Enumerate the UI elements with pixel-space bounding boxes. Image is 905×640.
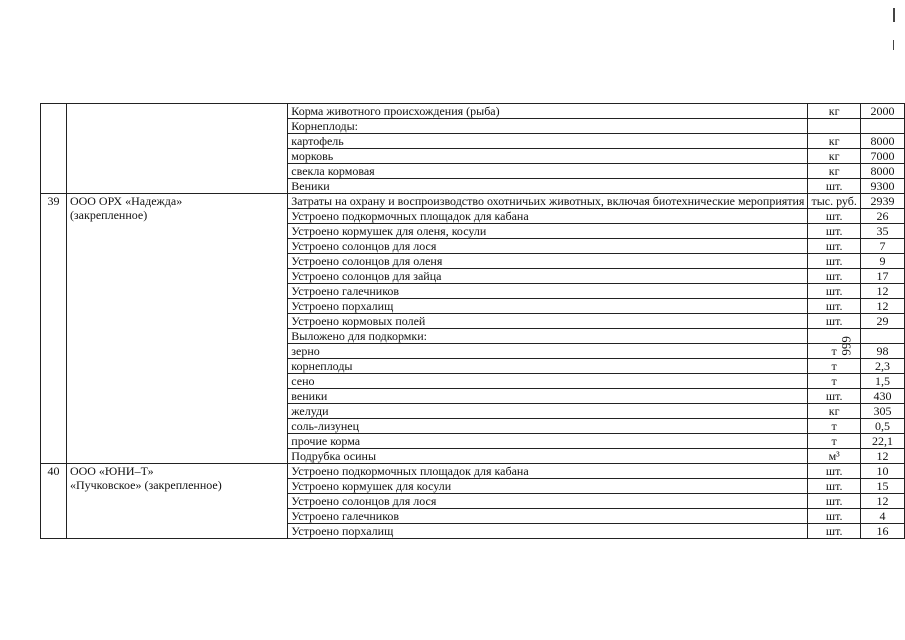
organization-status: (закрепленное): [69, 208, 148, 222]
measure-item: соль-лизунец: [288, 419, 808, 434]
value-cell: 22,1: [860, 434, 904, 449]
value-cell: 2,3: [860, 359, 904, 374]
value-cell: 7: [860, 239, 904, 254]
value-cell: 12: [860, 299, 904, 314]
value-cell: 9300: [860, 179, 904, 194]
unit-cell: т: [808, 419, 860, 434]
value-cell: 35: [860, 224, 904, 239]
value-cell: 2939: [860, 194, 904, 209]
measure-item: Корнеплоды:: [288, 119, 808, 134]
value-cell: 7000: [860, 149, 904, 164]
value-cell: 15: [860, 479, 904, 494]
value-cell: 0,5: [860, 419, 904, 434]
measure-item: желуди: [288, 404, 808, 419]
measure-item: Устроено солонцов для лося: [288, 239, 808, 254]
measure-item: морковь: [288, 149, 808, 164]
measure-item: прочие корма: [288, 434, 808, 449]
measure-item: Устроено подкормочных площадок для кабана: [288, 464, 808, 479]
unit-cell: шт.: [808, 299, 860, 314]
value-cell: 9: [860, 254, 904, 269]
document-table: [40, 103, 905, 539]
measure-item: веники: [288, 389, 808, 404]
value-cell: 8000: [860, 134, 904, 149]
table-row: [41, 104, 905, 119]
unit-cell: т: [808, 434, 860, 449]
value-cell: 8000: [860, 164, 904, 179]
measure-item: Выложено для подкормки:: [288, 329, 808, 344]
unit-cell: шт.: [808, 389, 860, 404]
page-number: 666: [839, 336, 854, 356]
organization-name: ООО «ЮНИ–Т»: [69, 464, 154, 478]
measure-item: Корма животного происхождения (рыба): [288, 104, 808, 119]
organization-cell: [66, 194, 287, 464]
unit-cell: [808, 119, 860, 134]
unit-cell: кг: [808, 404, 860, 419]
unit-cell: шт.: [808, 314, 860, 329]
unit-cell: кг: [808, 104, 860, 119]
unit-cell: т: [808, 359, 860, 374]
value-cell: 17: [860, 269, 904, 284]
measure-item: Устроено порхалищ: [288, 299, 808, 314]
value-cell: 98: [860, 344, 904, 359]
unit-cell: шт.: [808, 464, 860, 479]
measure-item: Устроено галечников: [288, 509, 808, 524]
unit-cell: шт.: [808, 479, 860, 494]
measure-item: Устроено кормовых полей: [288, 314, 808, 329]
measure-item: Устроено кормушек для косули: [288, 479, 808, 494]
measure-item: свекла кормовая: [288, 164, 808, 179]
measure-item: Устроено подкормочных площадок для кабана: [288, 209, 808, 224]
unit-cell: шт.: [808, 254, 860, 269]
value-cell: 12: [860, 449, 904, 464]
measure-item: корнеплоды: [288, 359, 808, 374]
table-row: [41, 464, 905, 479]
measure-item: Затраты на охрану и воспроизводство охотничьих животных, включая биотехнические мероприятия: [288, 194, 808, 209]
scan-edge-mark: [893, 8, 895, 22]
measure-item: Устроено солонцов для зайца: [288, 269, 808, 284]
value-cell: 12: [860, 494, 904, 509]
unit-cell: т: [808, 374, 860, 389]
unit-cell: кг: [808, 134, 860, 149]
measure-item: картофель: [288, 134, 808, 149]
value-cell: [860, 329, 904, 344]
measure-item: Устроено солонцов для лося: [288, 494, 808, 509]
value-cell: 430: [860, 389, 904, 404]
unit-cell: шт.: [808, 209, 860, 224]
table-body: [41, 104, 905, 539]
unit-cell: шт.: [808, 284, 860, 299]
value-cell: 29: [860, 314, 904, 329]
row-number: 40: [41, 464, 67, 539]
measure-item: зерно: [288, 344, 808, 359]
measure-item: сено: [288, 374, 808, 389]
measure-item: Устроено порхалищ: [288, 524, 808, 539]
unit-cell: шт.: [808, 179, 860, 194]
unit-cell: шт.: [808, 524, 860, 539]
unit-cell: м³: [808, 449, 860, 464]
scan-edge-mark: [893, 40, 894, 50]
measure-item: Подрубка осины: [288, 449, 808, 464]
row-number: [41, 104, 67, 194]
unit-cell: кг: [808, 164, 860, 179]
value-cell: 2000: [860, 104, 904, 119]
organization-cell: [66, 104, 287, 194]
unit-cell: шт.: [808, 269, 860, 284]
measure-item: Устроено галечников: [288, 284, 808, 299]
unit-cell: шт.: [808, 239, 860, 254]
measure-item: Веники: [288, 179, 808, 194]
unit-cell: шт.: [808, 224, 860, 239]
row-number: 39: [41, 194, 67, 464]
unit-cell: кг: [808, 149, 860, 164]
value-cell: 4: [860, 509, 904, 524]
value-cell: [860, 119, 904, 134]
value-cell: 10: [860, 464, 904, 479]
value-cell: 26: [860, 209, 904, 224]
measure-item: Устроено солонцов для оленя: [288, 254, 808, 269]
organization-status: «Пучковское» (закрепленное): [69, 478, 222, 492]
value-cell: 16: [860, 524, 904, 539]
measure-item: Устроено кормушек для оленя, косули: [288, 224, 808, 239]
unit-cell: т: [808, 344, 860, 359]
value-cell: 305: [860, 404, 904, 419]
organization-name: ООО ОРХ «Надежда»: [69, 194, 183, 208]
unit-cell: шт.: [808, 509, 860, 524]
unit-cell: шт.: [808, 494, 860, 509]
value-cell: 1,5: [860, 374, 904, 389]
organization-cell: [66, 464, 287, 539]
table-row: [41, 194, 905, 209]
unit-cell: тыс. руб.: [808, 194, 860, 209]
value-cell: 12: [860, 284, 904, 299]
